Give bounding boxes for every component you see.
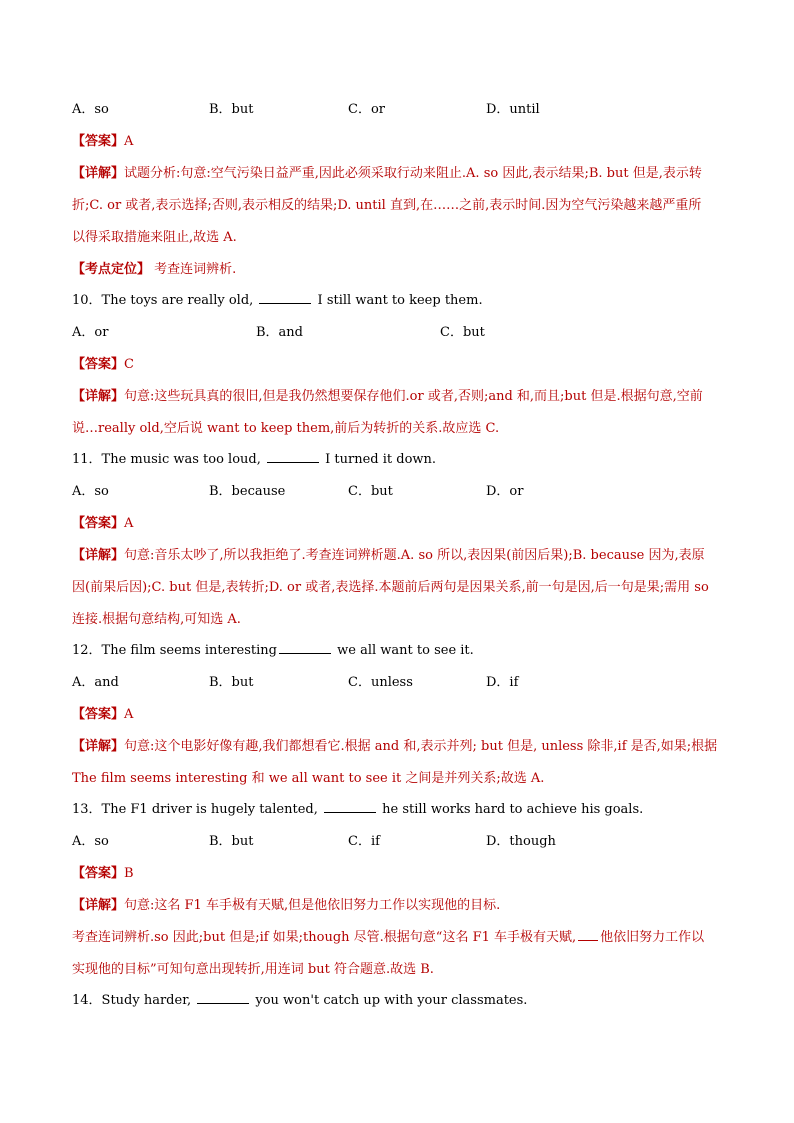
q10-answer	[72, 355, 722, 375]
q10-option-b: B．and	[256, 325, 303, 340]
answer-tag: 【答案】	[72, 866, 125, 881]
q13-detail-line-2	[72, 928, 722, 948]
point-tag: 【考点定位】	[72, 262, 151, 277]
stem-before: 14．Study harder,	[72, 993, 196, 1008]
answer-value: B	[124, 866, 134, 881]
detail-text: 句意:这个电影好像有趣,我们都想看它.根据 and 和,表示并列; but 但是, unless 除非,if 是否,如果;根据	[124, 739, 718, 754]
answer-tag: 【答案】	[72, 134, 125, 149]
q13-option-c: C．if	[348, 834, 380, 849]
detail-text: 句意:音乐太吵了,所以我拒绝了.考查连词辨析题.A. so 所以,表因果(前因后果);B. because 因为,表原	[124, 548, 705, 563]
q9-option-a: A．so	[72, 102, 109, 117]
detail-text-after: 他依旧努力工作以	[600, 930, 705, 945]
q12-option-a: A．and	[72, 675, 119, 690]
answer-blank	[197, 1002, 249, 1004]
answer-tag: 【答案】	[72, 357, 125, 372]
q11-stem	[72, 450, 722, 470]
q11-detail-line-2: 因(前果后因);C. but 但是,表转折;D. or 或者,表选择.本题前后两句是因果关系,前一句是因,后一句是果;需用 so	[72, 580, 709, 595]
q12-stem	[72, 641, 722, 661]
q9-option-b: B．but	[209, 102, 254, 117]
detail-tag: 【详解】	[72, 739, 125, 754]
stem-after: you won't catch up with your classmates.	[251, 993, 528, 1008]
detail-tag: 【详解】	[72, 166, 125, 181]
q9-detail-line-1	[72, 164, 722, 184]
q11-option-d: D．or	[486, 484, 524, 499]
answer-blank	[279, 652, 331, 654]
stem-before: 12．The film seems interesting	[72, 643, 277, 658]
stem-before: 11．The music was too loud,	[72, 452, 265, 467]
detail-tag: 【详解】	[72, 389, 125, 404]
q12-option-d: D．if	[486, 675, 519, 690]
q9-point	[72, 260, 722, 280]
point-text: 考查连词辨析.	[154, 262, 237, 277]
answer-value: A	[124, 134, 134, 149]
stem-after: he still works hard to achieve his goals.	[377, 802, 644, 817]
q9-option-c: C．or	[348, 102, 385, 117]
detail-text: 句意:这些玩具真的很旧,但是我仍然想要保存他们.or 或者,否则;and 和,而且;but 但是.根据句意,空前	[124, 389, 703, 404]
q13-stem	[72, 800, 722, 820]
stem-before: 10．The toys are really old,	[72, 293, 258, 308]
answer-blank	[324, 811, 376, 813]
quoted-blank	[578, 939, 598, 941]
stem-after: we all want to see it.	[333, 643, 474, 658]
q12-detail-line-1	[72, 737, 722, 757]
detail-text: 句意:这名 F1 车手极有天赋,但是他依旧努力工作以实现他的目标.	[124, 898, 501, 913]
answer-blank	[267, 461, 319, 463]
q10-stem	[72, 291, 722, 311]
q13-detail-line-3: 实现他的目标”可知句意出现转折,用连词 but 符合题意.故选 B.	[72, 962, 434, 977]
q10-option-c: C．but	[440, 325, 485, 340]
q9-answer	[72, 132, 722, 152]
q13-option-b: B．but	[209, 834, 254, 849]
q14-stem	[72, 991, 722, 1011]
detail-text: 试题分析:句意:空气污染日益严重,因此必须采取行动来阻止.A. so 因此,表示结果;B. but 但是,表示转	[124, 166, 702, 181]
answer-value: C	[124, 357, 134, 372]
q11-option-c: C．but	[348, 484, 393, 499]
q9-option-d: D．until	[486, 102, 540, 117]
q12-answer	[72, 705, 722, 725]
q13-option-d: D．though	[486, 834, 556, 849]
q10-detail-line-1	[72, 387, 722, 407]
q11-answer	[72, 514, 722, 534]
stem-after: I turned it down.	[321, 452, 437, 467]
detail-tag: 【详解】	[72, 898, 125, 913]
q11-option-a: A．so	[72, 484, 109, 499]
q11-detail-line-3: 连接.根据句意结构,可知选 A.	[72, 612, 241, 627]
q9-detail-line-3: 以得采取措施来阻止,故选 A.	[72, 230, 237, 245]
q12-detail-line-2: The film seems interesting 和 we all want to see it 之间是并列关系;故选 A.	[72, 771, 545, 786]
q12-option-b: B．but	[209, 675, 254, 690]
detail-text-before: 考查连词辨析.so 因此;but 但是;if 如果;though 尽管.根据句意“这名 F1 车手极有天赋,	[72, 930, 577, 945]
stem-before: 13．The F1 driver is hugely talented,	[72, 802, 322, 817]
q13-answer	[72, 864, 722, 884]
q10-option-a: A．or	[72, 325, 109, 340]
q13-detail-line-1	[72, 896, 722, 916]
stem-after: I still want to keep them.	[313, 293, 483, 308]
q12-option-c: C．unless	[348, 675, 413, 690]
detail-tag: 【详解】	[72, 548, 125, 563]
answer-value: A	[124, 707, 134, 722]
q10-detail-line-2: 说…really old,空后说 want to keep them,前后为转折的关系.故应选 C.	[72, 421, 500, 436]
answer-tag: 【答案】	[72, 707, 125, 722]
q11-detail-line-1	[72, 546, 722, 566]
q9-detail-line-2: 折;C. or 或者,表示选择;否则,表示相反的结果;D. until 直到,在……之前,表示时间.因为空气污染越来越严重所	[72, 198, 702, 213]
q11-option-b: B．because	[209, 484, 286, 499]
answer-value: A	[124, 516, 134, 531]
answer-blank	[259, 302, 311, 304]
answer-tag: 【答案】	[72, 516, 125, 531]
q13-option-a: A．so	[72, 834, 109, 849]
